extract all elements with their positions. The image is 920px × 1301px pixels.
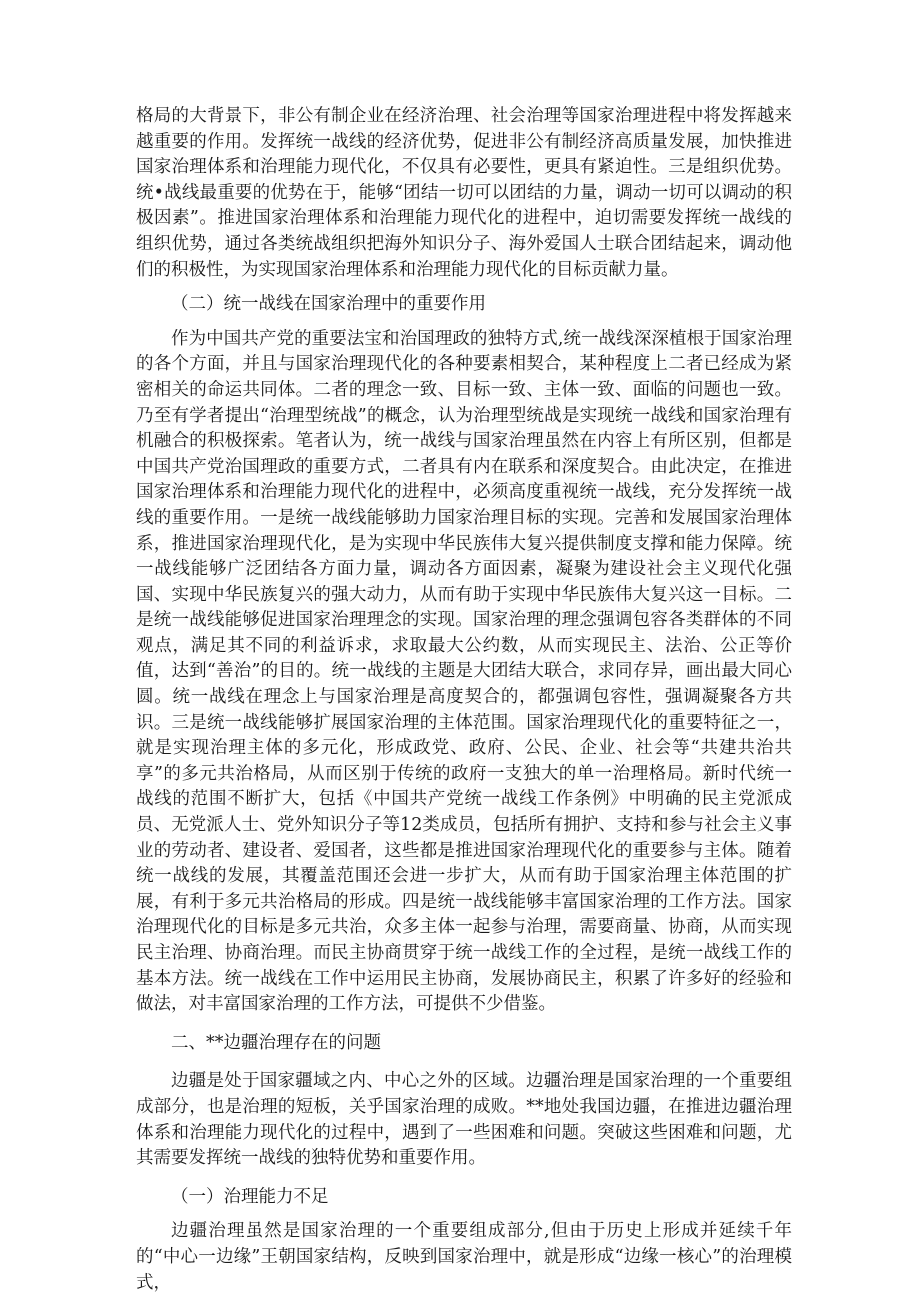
- paragraph-border-governance-intro: 边疆是处于国家疆域之内、中心之外的区域。边疆治理是国家治理的一个重要组成部分，也是治理的短板，关乎国家治理的成败。**地处我国边疆，在推进边疆治理体系和治理能力现代化的过程中，遇到了一些困难和问题。突破这些困难和问题，尤其需要发挥统一战线的独特优势和重要作用。: [136, 1071, 792, 1169]
- paragraph-insufficient-capacity: 边疆治理虽然是国家治理的一个重要组成部分,但由于历史上形成并延续千年的“中心一边缘”王朝国家结构，反映到国家治理中，就是形成“边缘一核心”的治理模式，: [136, 1221, 792, 1293]
- section-heading-united-front-role: （二）统一战线在国家治理中的重要作用: [171, 294, 486, 315]
- section-heading-border-governance-problems: 二、**边疆治理存在的问题: [171, 1032, 381, 1053]
- paragraph-continuation: 格局的大背景下，非公有制企业在经济治理、社会治理等国家治理进程中将发挥越来越重要的作用。发挥统一战线的经济优势，促进非公有制经济高质量发展，加快推进国家治理体系和治理能力现代化，不仅具有必要性，更具有紧迫性。三是组织优势。统•战线最重要的优势在于，能够“团结一切可以团结的力量，调动一切可以调动的积极因素”。推进国家治理体系和治理能力现代化的进程中，迫切需要发挥统一战线的组织优势，通过各类统战组织把海外知识分子、海外爱国人士联合团结起来，调动他们的积极性，为实现国家治理体系和治理能力现代化的目标贡献力量。: [136, 106, 792, 280]
- paragraph-united-front-role: 作为中国共产党的重要法宝和治国理政的独特方式,统一战线深深植根于国家治理的各个方面，并且与国家治理现代化的各种要素相契合，某种程度上二者已经成为紧密相关的命运共同体。二者的理念一致、目标一致、主体一致、面临的问题也一致。乃至有学者提出“治理型统战”的概念，认为治理型统战是实现统一战线和国家治理有机融合的积极探索。笔者认为，统一战线与国家治理虽然在内容上有所区别，但都是中国共产党治国理政的重要方式，二者具有内在联系和深度契合。由此决定，在推进国家治理体系和治理能力现代化的进程中，必须高度重视统一战线，充分发挥统一战线的重要作用。一是统一战线能够助力国家治理目标的实现。完善和发展国家治理体系，推进国家治理现代化，是为实现中华民族伟大复兴提供制度支撑和能力保障。统一战线能够广泛团结各方面力量，调动各方面因素，凝聚为建设社会主义现代化强国、实现中华民族复兴的强大动力，从而有助于实现中华民族伟大复兴这一目标。二是统一战线能够促进国家治理理念的实现。国家治理的理念强调包容各类群体的不同观点，满足其不同的利益诉求，求取最大公约数，从而实现民主、法治、公正等价值，达到“善治”的目的。统一战线的主题是大团结大联合，求同存异，画出最大同心圆。统一战线在理念上与国家治理是高度契合的，都强调包容性，强调凝聚各方共识。三是统一战线能够扩展国家治理的主体范围。国家治理现代化的重要特征之一，就是实现治理主体的多元化，形成政党、政府、公民、企业、社会等“共建共治共享”的多元共治格局，从而区别于传统的政府一支独大的单一治理格局。新时代统一战线的范围不断扩大，包括《中国共产党统一战线工作条例》中明确的民主党派成员、无党派人士、党外知识分子等12类成员，包括所有拥护、支持和参与社会主义事业的劳动者、建设者、爱国者，这些都是推进国家治理现代化的重要参与主体。随着统一战线的发展，其覆盖范围还会进一步扩大，从而有助于国家治理主体范围的扩展，有利于多元共治格局的形成。四是统一战线能够丰富国家治理的工作方法。国家治理现代化的目标是多元共治，众多主体一起参与治理，需要商量、协商，从而实现民主治理、协商治理。而民主协商贯穿于统一战线工作的全过程，是统一战线工作的基本方法。统一战线在工作中运用民主协商，发展协商民主，积累了许多好的经验和做法，对丰富国家治理的工作方法，可提供不少借鉴。: [136, 328, 792, 1015]
- section-heading-insufficient-capacity: （一）治理能力不足: [171, 1186, 329, 1207]
- document-page: [136, 104, 792, 1296]
